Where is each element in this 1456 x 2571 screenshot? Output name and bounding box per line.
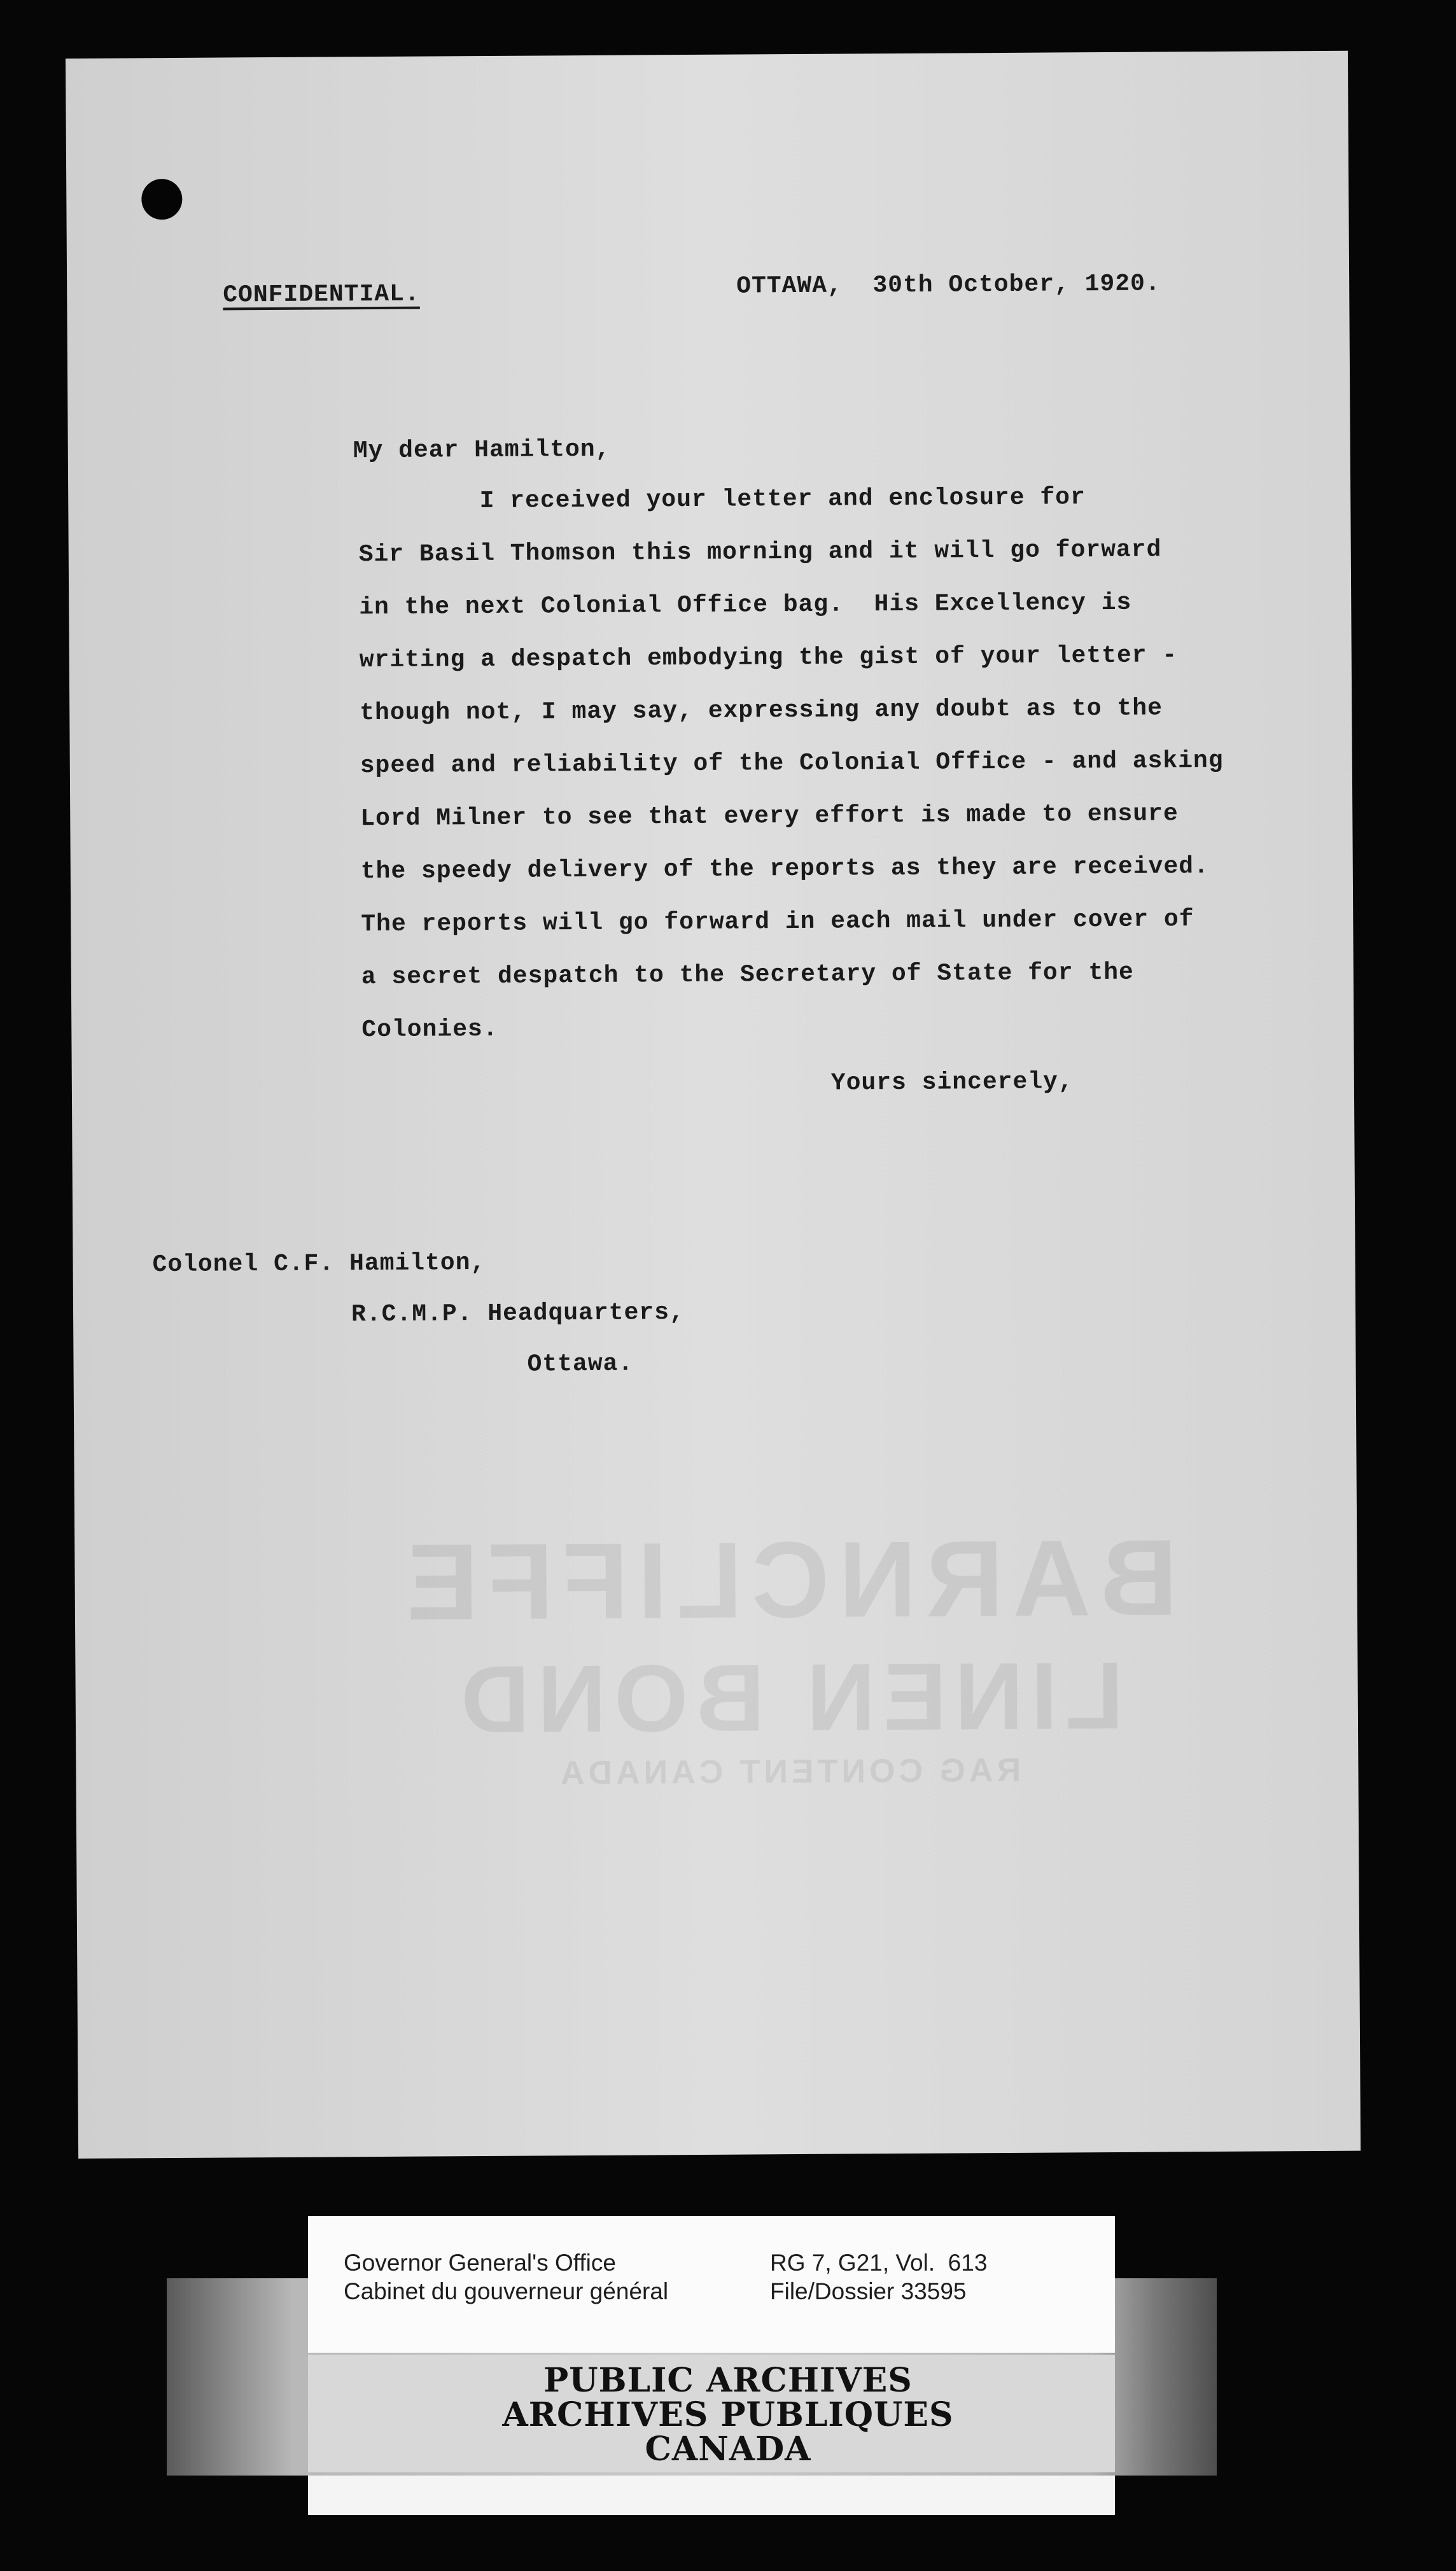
classification-heading: CONFIDENTIAL. [223,280,420,309]
body-line: writing a despatch embodying the gist of your letter - [359,641,1178,675]
closing: Yours sincerely, [830,1068,1074,1097]
body-line: The reports will go forward in each mail under cover of [361,906,1194,939]
office-english: Governor General's Office [344,2250,616,2276]
watermark-line: RAG CONTENT CANADA [556,1751,1021,1792]
label-bottom-strip [308,2476,1115,2515]
archive-stamp-line: ARCHIVES PUBLIQUES [502,2395,954,2434]
watermark-line: LINEN BOND [452,1641,1124,1753]
file-number: File/Dossier 33595 [770,2278,967,2304]
body-line: I received your letter and enclosure for [358,484,1086,516]
body-line: though not, I may say, expressing any doubt as to the [360,694,1163,727]
punch-hole [141,179,182,220]
body-line: a secret despatch to the Secretary of State for the [361,958,1134,991]
paper-watermark [342,1515,1235,1794]
body-line: in the next Colonial Office bag. His Excellency is [359,589,1132,622]
addressee-city: Ottawa. [527,1350,634,1378]
body-line: speed and reliability of the Colonial Office - and asking [360,746,1224,780]
body-line: the speedy delivery of the reports as they are received. [360,853,1209,886]
archive-stamp-line: PUBLIC ARCHIVES [543,2361,913,2400]
dateline: OTTAWA, 30th October, 1920. [736,270,1161,300]
body-line: Lord Milner to see that every effort is made to ensure [360,800,1179,833]
salutation: My dear Hamilton, [353,435,611,465]
addressee-name: Colonel C.F. Hamilton, [152,1249,486,1279]
office-french: Cabinet du gouverneur général [344,2278,669,2304]
watermark-line: BARNCLIFFE [397,1517,1179,1643]
archive-reference: RG 7, G21, Vol. 613 [770,2250,988,2276]
body-line: Sir Basil Thomson this morning and it will go forward [358,536,1162,569]
body-line: Colonies. [361,1015,498,1044]
archive-stamp-line: CANADA [645,2430,811,2469]
addressee-organization: R.C.M.P. Headquarters, [351,1299,685,1329]
letter-sheet [66,51,1361,2159]
